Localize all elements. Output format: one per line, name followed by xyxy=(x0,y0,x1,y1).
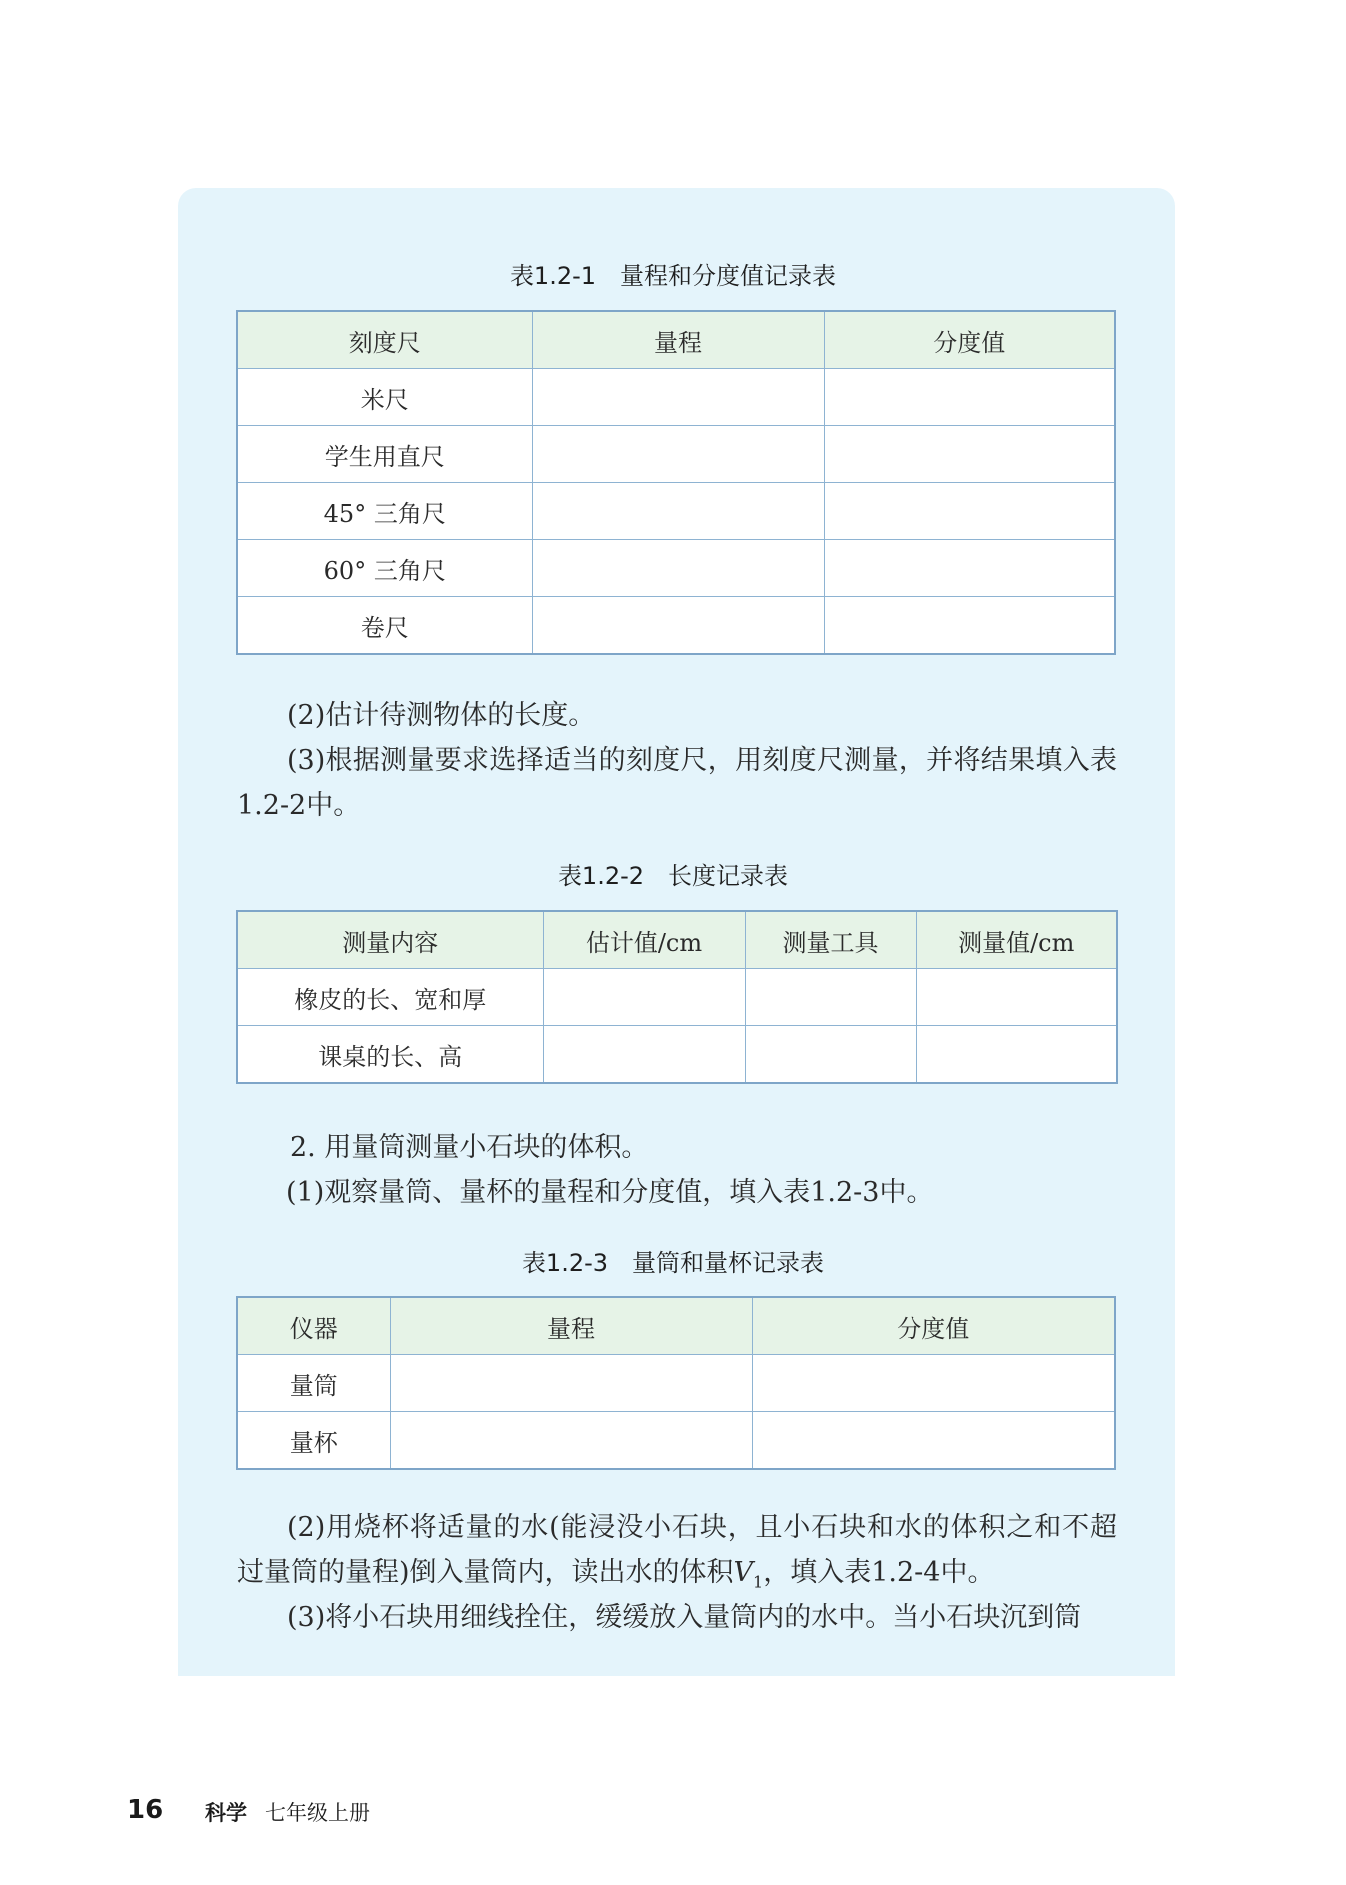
step-3-text: (3)根据测量要求选择适当的刻度尺，用刻度尺测量，并将结果填入表1.2-2中。 xyxy=(237,745,1117,821)
table2-header-cell: 测量工具 xyxy=(745,911,916,969)
table-cell xyxy=(532,597,824,655)
table-cell: 学生用直尺 xyxy=(237,426,532,483)
table-row xyxy=(237,1355,1115,1412)
step-2-text-before: (2)用烧杯将适量的水(能浸没小石块，且小石块和水的体积之和不超过量筒的量程)倒入量筒内，读出水的体积 xyxy=(237,1512,1117,1588)
step-2-text: (2)估计待测物体的长度。 xyxy=(287,700,596,731)
table3 xyxy=(236,1296,1116,1470)
table-cell xyxy=(916,1026,1117,1084)
table-cell: 米尺 xyxy=(237,369,532,426)
table-cell xyxy=(745,969,916,1026)
table2-header-cell: 估计值/cm xyxy=(543,911,745,969)
table-cell: 45° 三角尺 xyxy=(237,483,532,540)
book-grade: 七年级上册 xyxy=(265,1801,370,1825)
table-cell xyxy=(390,1355,752,1412)
table-cell xyxy=(543,969,745,1026)
table2-header-cell: 测量值/cm xyxy=(916,911,1117,969)
table-row xyxy=(237,969,1117,1026)
page-number: 16 xyxy=(127,1795,164,1825)
table-cell: 橡皮的长、宽和厚 xyxy=(237,969,543,1026)
table-row xyxy=(237,1412,1115,1470)
step-2-text-after: ，填入表1.2-4中。 xyxy=(763,1557,995,1588)
volume-variable: V xyxy=(733,1557,754,1588)
table-cell xyxy=(532,426,824,483)
table-row xyxy=(237,369,1115,426)
section-2-heading: 2. 用量筒测量小石块的体积。 xyxy=(290,1132,649,1163)
section-2-step-1-text: (1)观察量筒、量杯的量程和分度值，填入表1.2-3中。 xyxy=(286,1177,934,1208)
table-cell: 量筒 xyxy=(237,1355,390,1412)
table-cell xyxy=(916,969,1117,1026)
table-cell xyxy=(824,369,1115,426)
book-title: 科学 xyxy=(205,1801,247,1825)
table-cell xyxy=(745,1026,916,1084)
table-row xyxy=(237,1026,1117,1084)
table-cell xyxy=(390,1412,752,1470)
table-cell xyxy=(543,1026,745,1084)
table-cell xyxy=(532,369,824,426)
table-cell: 量杯 xyxy=(237,1412,390,1470)
table1-caption: 表1.2-1 量程和分度值记录表 xyxy=(509,262,837,290)
table2 xyxy=(236,910,1118,1084)
table2-header-row xyxy=(237,911,1117,969)
table3-caption: 表1.2-3 量筒和量杯记录表 xyxy=(521,1249,825,1277)
table2-caption: 表1.2-2 长度记录表 xyxy=(557,862,789,890)
table-cell xyxy=(824,426,1115,483)
table1-header-row xyxy=(237,311,1115,369)
table-cell xyxy=(532,483,824,540)
table-row xyxy=(237,540,1115,597)
table-cell xyxy=(532,540,824,597)
table-cell: 课桌的长、高 xyxy=(237,1026,543,1084)
section-2-step-2-text xyxy=(237,1505,1117,1604)
table3-header-cell: 分度值 xyxy=(752,1297,1115,1355)
table-row xyxy=(237,483,1115,540)
section-2-step-3-text: (3)将小石块用细线拴住，缓缓放入量筒内的水中。当小石块沉到筒 xyxy=(287,1602,1082,1633)
table-row xyxy=(237,597,1115,655)
table3-header-row xyxy=(237,1297,1115,1355)
table1-header-cell: 量程 xyxy=(532,311,824,369)
table1 xyxy=(236,310,1116,655)
table2-header-cell: 测量内容 xyxy=(237,911,543,969)
table3-header-cell: 量程 xyxy=(390,1297,752,1355)
table1-header-cell: 分度值 xyxy=(824,311,1115,369)
table-cell: 卷尺 xyxy=(237,597,532,655)
table-cell xyxy=(824,540,1115,597)
table-cell xyxy=(752,1355,1115,1412)
table-cell xyxy=(824,597,1115,655)
table-cell xyxy=(824,483,1115,540)
table3-header-cell: 仪器 xyxy=(237,1297,390,1355)
table-cell: 60° 三角尺 xyxy=(237,540,532,597)
table-row xyxy=(237,426,1115,483)
volume-subscript: 1 xyxy=(753,1572,764,1592)
table1-header-cell: 刻度尺 xyxy=(237,311,532,369)
table-cell xyxy=(752,1412,1115,1470)
